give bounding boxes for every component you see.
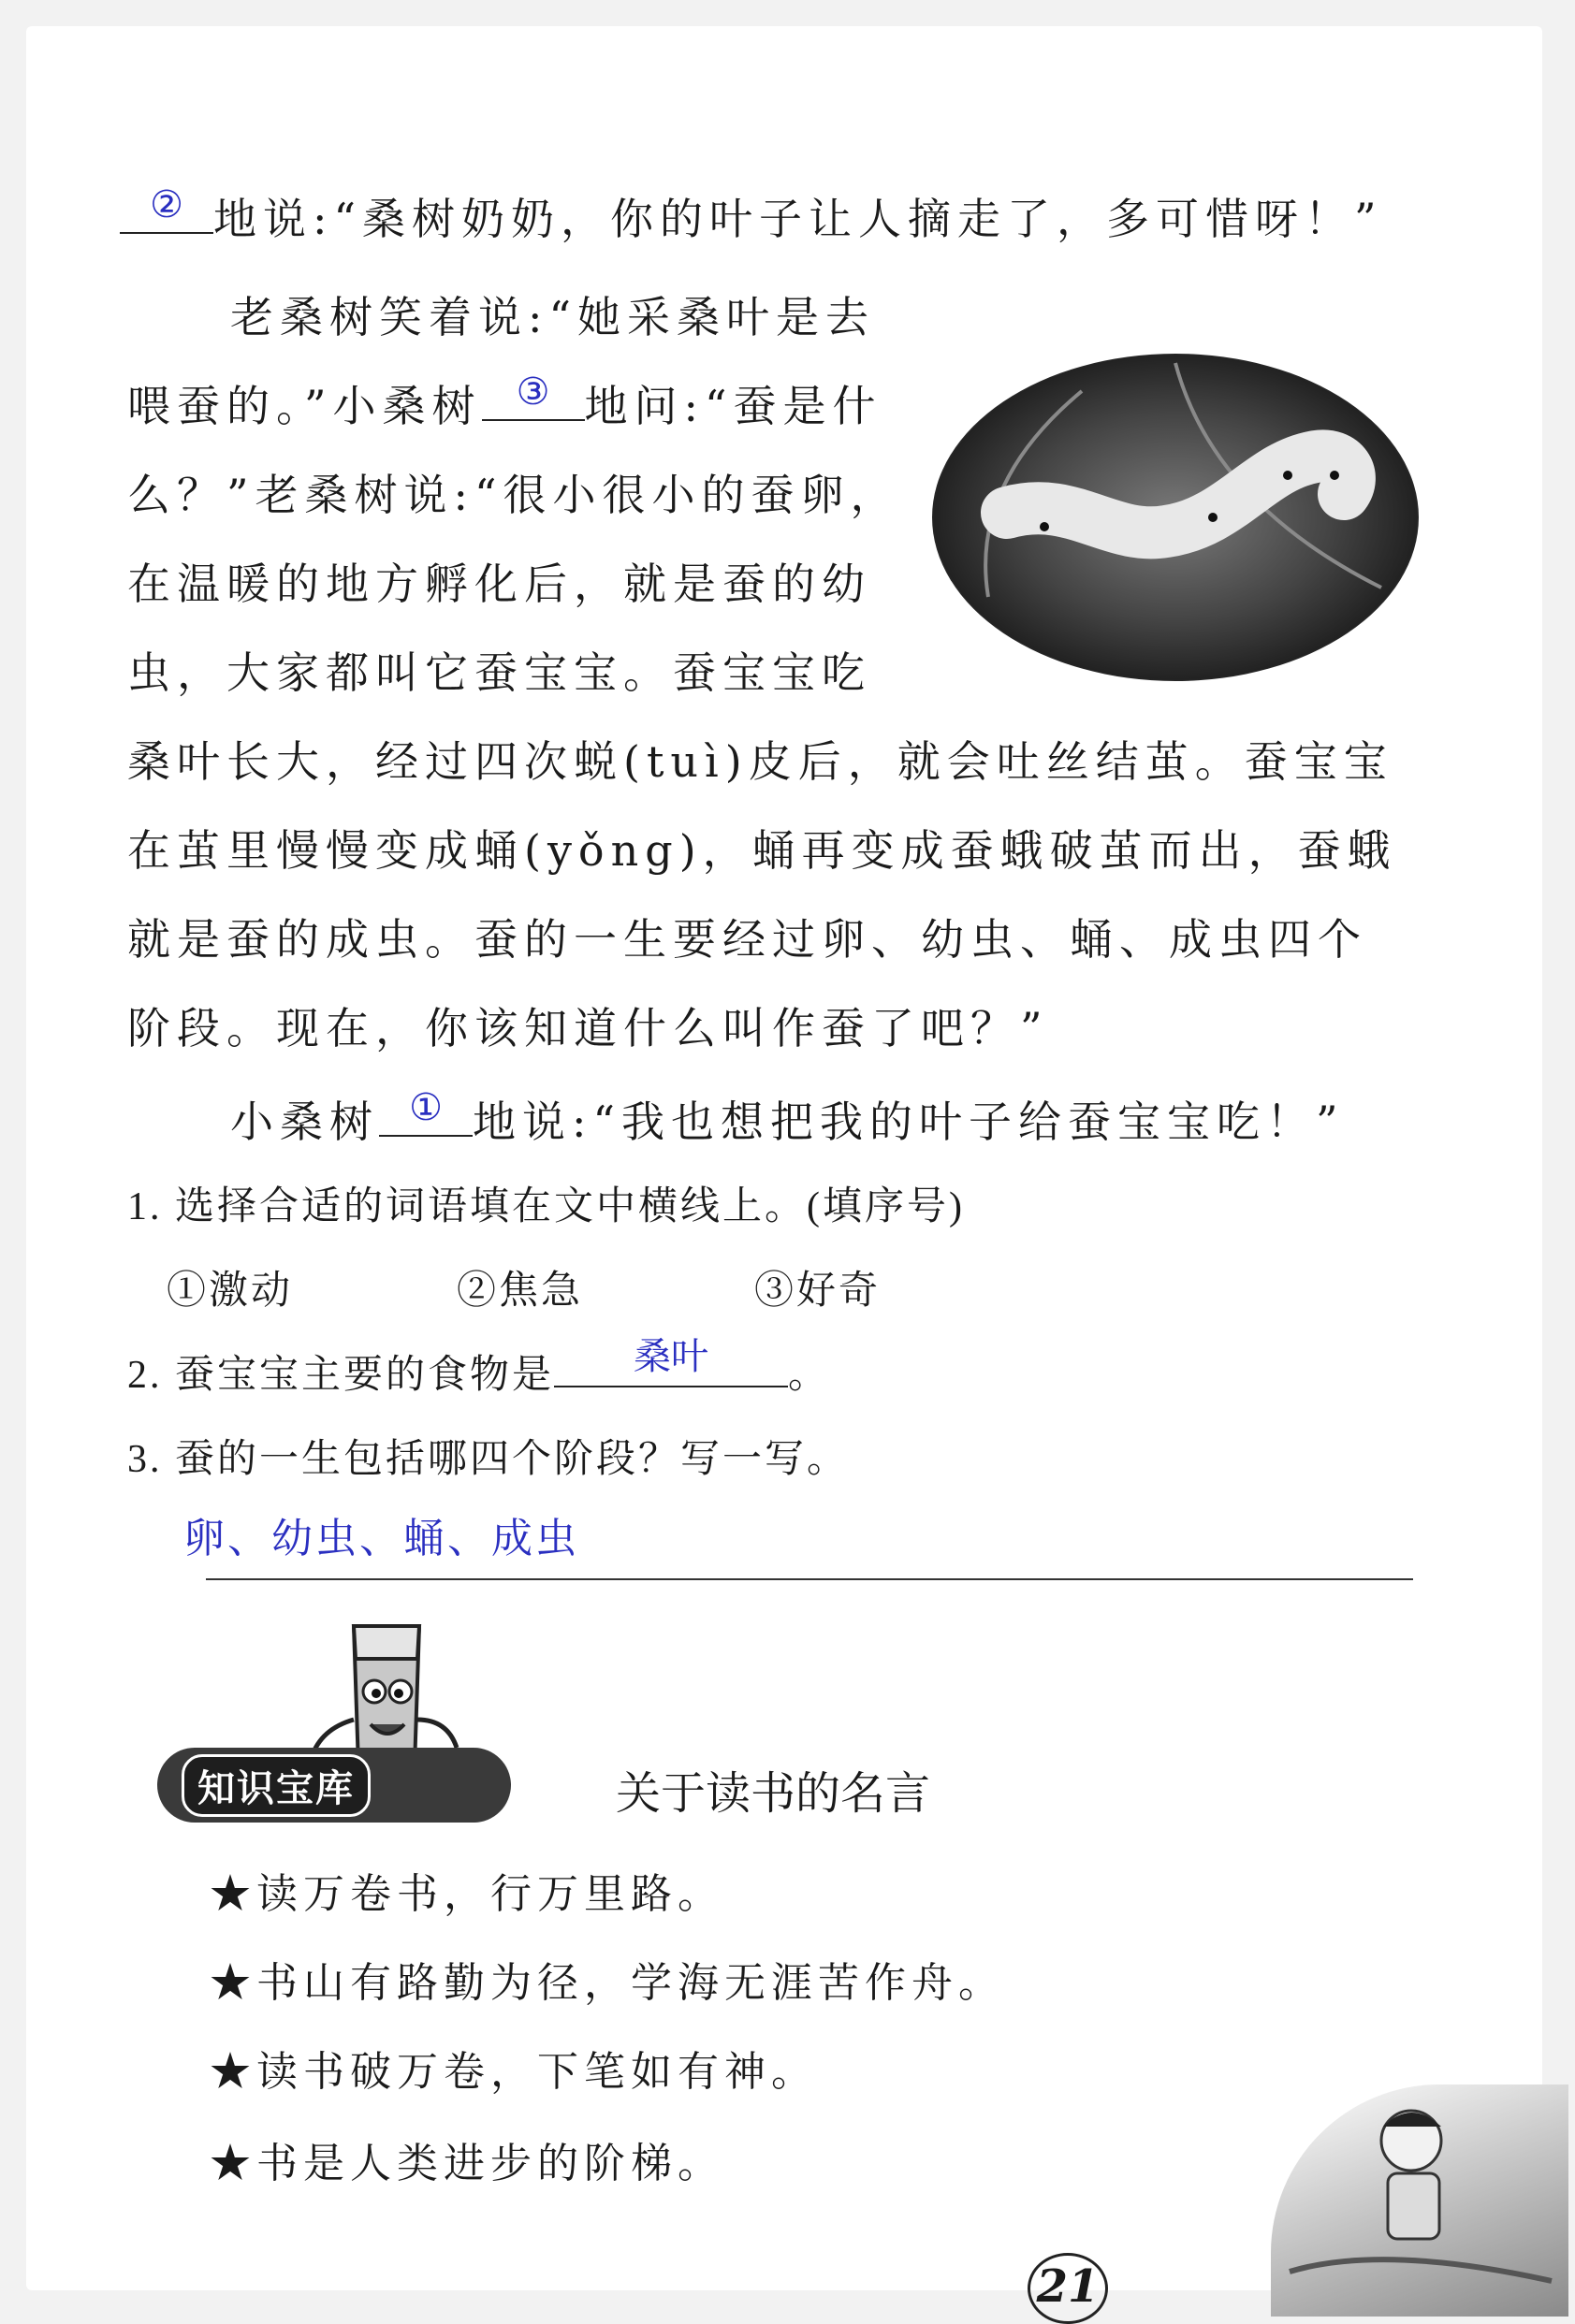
text: 喂蚕的。”小桑树 <box>127 381 482 431</box>
fill-blank-3[interactable] <box>482 370 585 421</box>
fill-blank-1[interactable] <box>379 1086 473 1137</box>
text: 2. 蚕宝宝主要的食物是 <box>127 1354 555 1397</box>
passage-line-3 <box>127 372 882 434</box>
answer-blank-q2[interactable] <box>554 1335 788 1387</box>
reading-child-icon <box>1271 2084 1568 2317</box>
option-1: ①激动 <box>167 1270 294 1313</box>
workbook-page <box>26 26 1542 2313</box>
fill-blank-1[interactable] <box>120 183 213 234</box>
text: 地说:“桑树奶奶，你的叶子让人摘走了，多可惜呀！” <box>213 194 1383 244</box>
handwritten-answer: ① <box>409 1086 443 1129</box>
section-title: 关于读书的名言 <box>616 1767 931 1820</box>
passage-line-7: 桑叶长大，经过四次蜕(tuì)皮后，就会吐丝结茧。蚕宝宝 <box>127 736 1393 787</box>
option-3: ③好奇 <box>754 1270 882 1313</box>
knowledge-badge <box>157 1748 511 1823</box>
passage-line-11 <box>230 1088 1345 1150</box>
text: 小桑树 <box>230 1097 379 1147</box>
option-2: ②焦急 <box>457 1270 584 1313</box>
handwritten-answer-q3: 卵、幼虫、蛹、成虫 <box>183 1515 579 1562</box>
quote-1: ★读万卷书，行万里路。 <box>210 1870 724 1918</box>
text: 。 <box>788 1354 831 1397</box>
handwritten-answer: ② <box>150 183 183 226</box>
handwritten-answer: 桑叶 <box>634 1335 709 1378</box>
answer-line-q3[interactable] <box>206 1578 1413 1580</box>
badge-label: 知识宝库 <box>182 1754 371 1817</box>
silkworm-icon <box>932 354 1419 681</box>
quote-3: ★读书破万卷，下笔如有神。 <box>210 2048 818 2096</box>
question-3: 3. 蚕的一生包括哪四个阶段？写一写。 <box>127 1438 850 1481</box>
passage-line-5: 在温暖的地方孵化后，就是蚕的幼 <box>127 559 871 609</box>
passage-line-1 <box>120 185 1383 247</box>
handwritten-answer: ③ <box>516 370 550 414</box>
passage-line-2: 老桑树笑着说:“她采桑叶是去 <box>230 292 876 342</box>
passage-line-8: 在茧里慢慢变成蛹(yǒng)，蛹再变成蚕蛾破茧而出，蚕蛾 <box>127 825 1397 876</box>
question-1: 1. 选择合适的词语填在文中横线上。(填序号) <box>127 1185 965 1228</box>
silkworm-photo <box>932 354 1419 681</box>
text: 地说:“我也想把我的叶子给蚕宝宝吃！” <box>473 1097 1345 1147</box>
passage-line-10: 阶段。现在，你该知道什么叫作蚕了吧？” <box>127 1003 1049 1053</box>
page-number: 21 <box>1028 2253 1108 2324</box>
corner-illustration <box>1271 2084 1568 2317</box>
quote-4: ★书是人类进步的阶梯。 <box>210 2140 724 2187</box>
passage-line-4: 么？”老桑树说:“很小很小的蚕卵， <box>127 470 900 520</box>
passage-line-6: 虫，大家都叫它蚕宝宝。蚕宝宝吃 <box>127 647 871 698</box>
passage-line-9: 就是蚕的成虫。蚕的一生要经过卵、幼虫、蛹、成虫四个 <box>127 914 1367 965</box>
quote-2: ★书山有路勤为径，学海无涯苦作舟。 <box>210 1959 1005 2007</box>
text: 地问:“蚕是什 <box>584 381 882 431</box>
question-2 <box>127 1335 831 1400</box>
